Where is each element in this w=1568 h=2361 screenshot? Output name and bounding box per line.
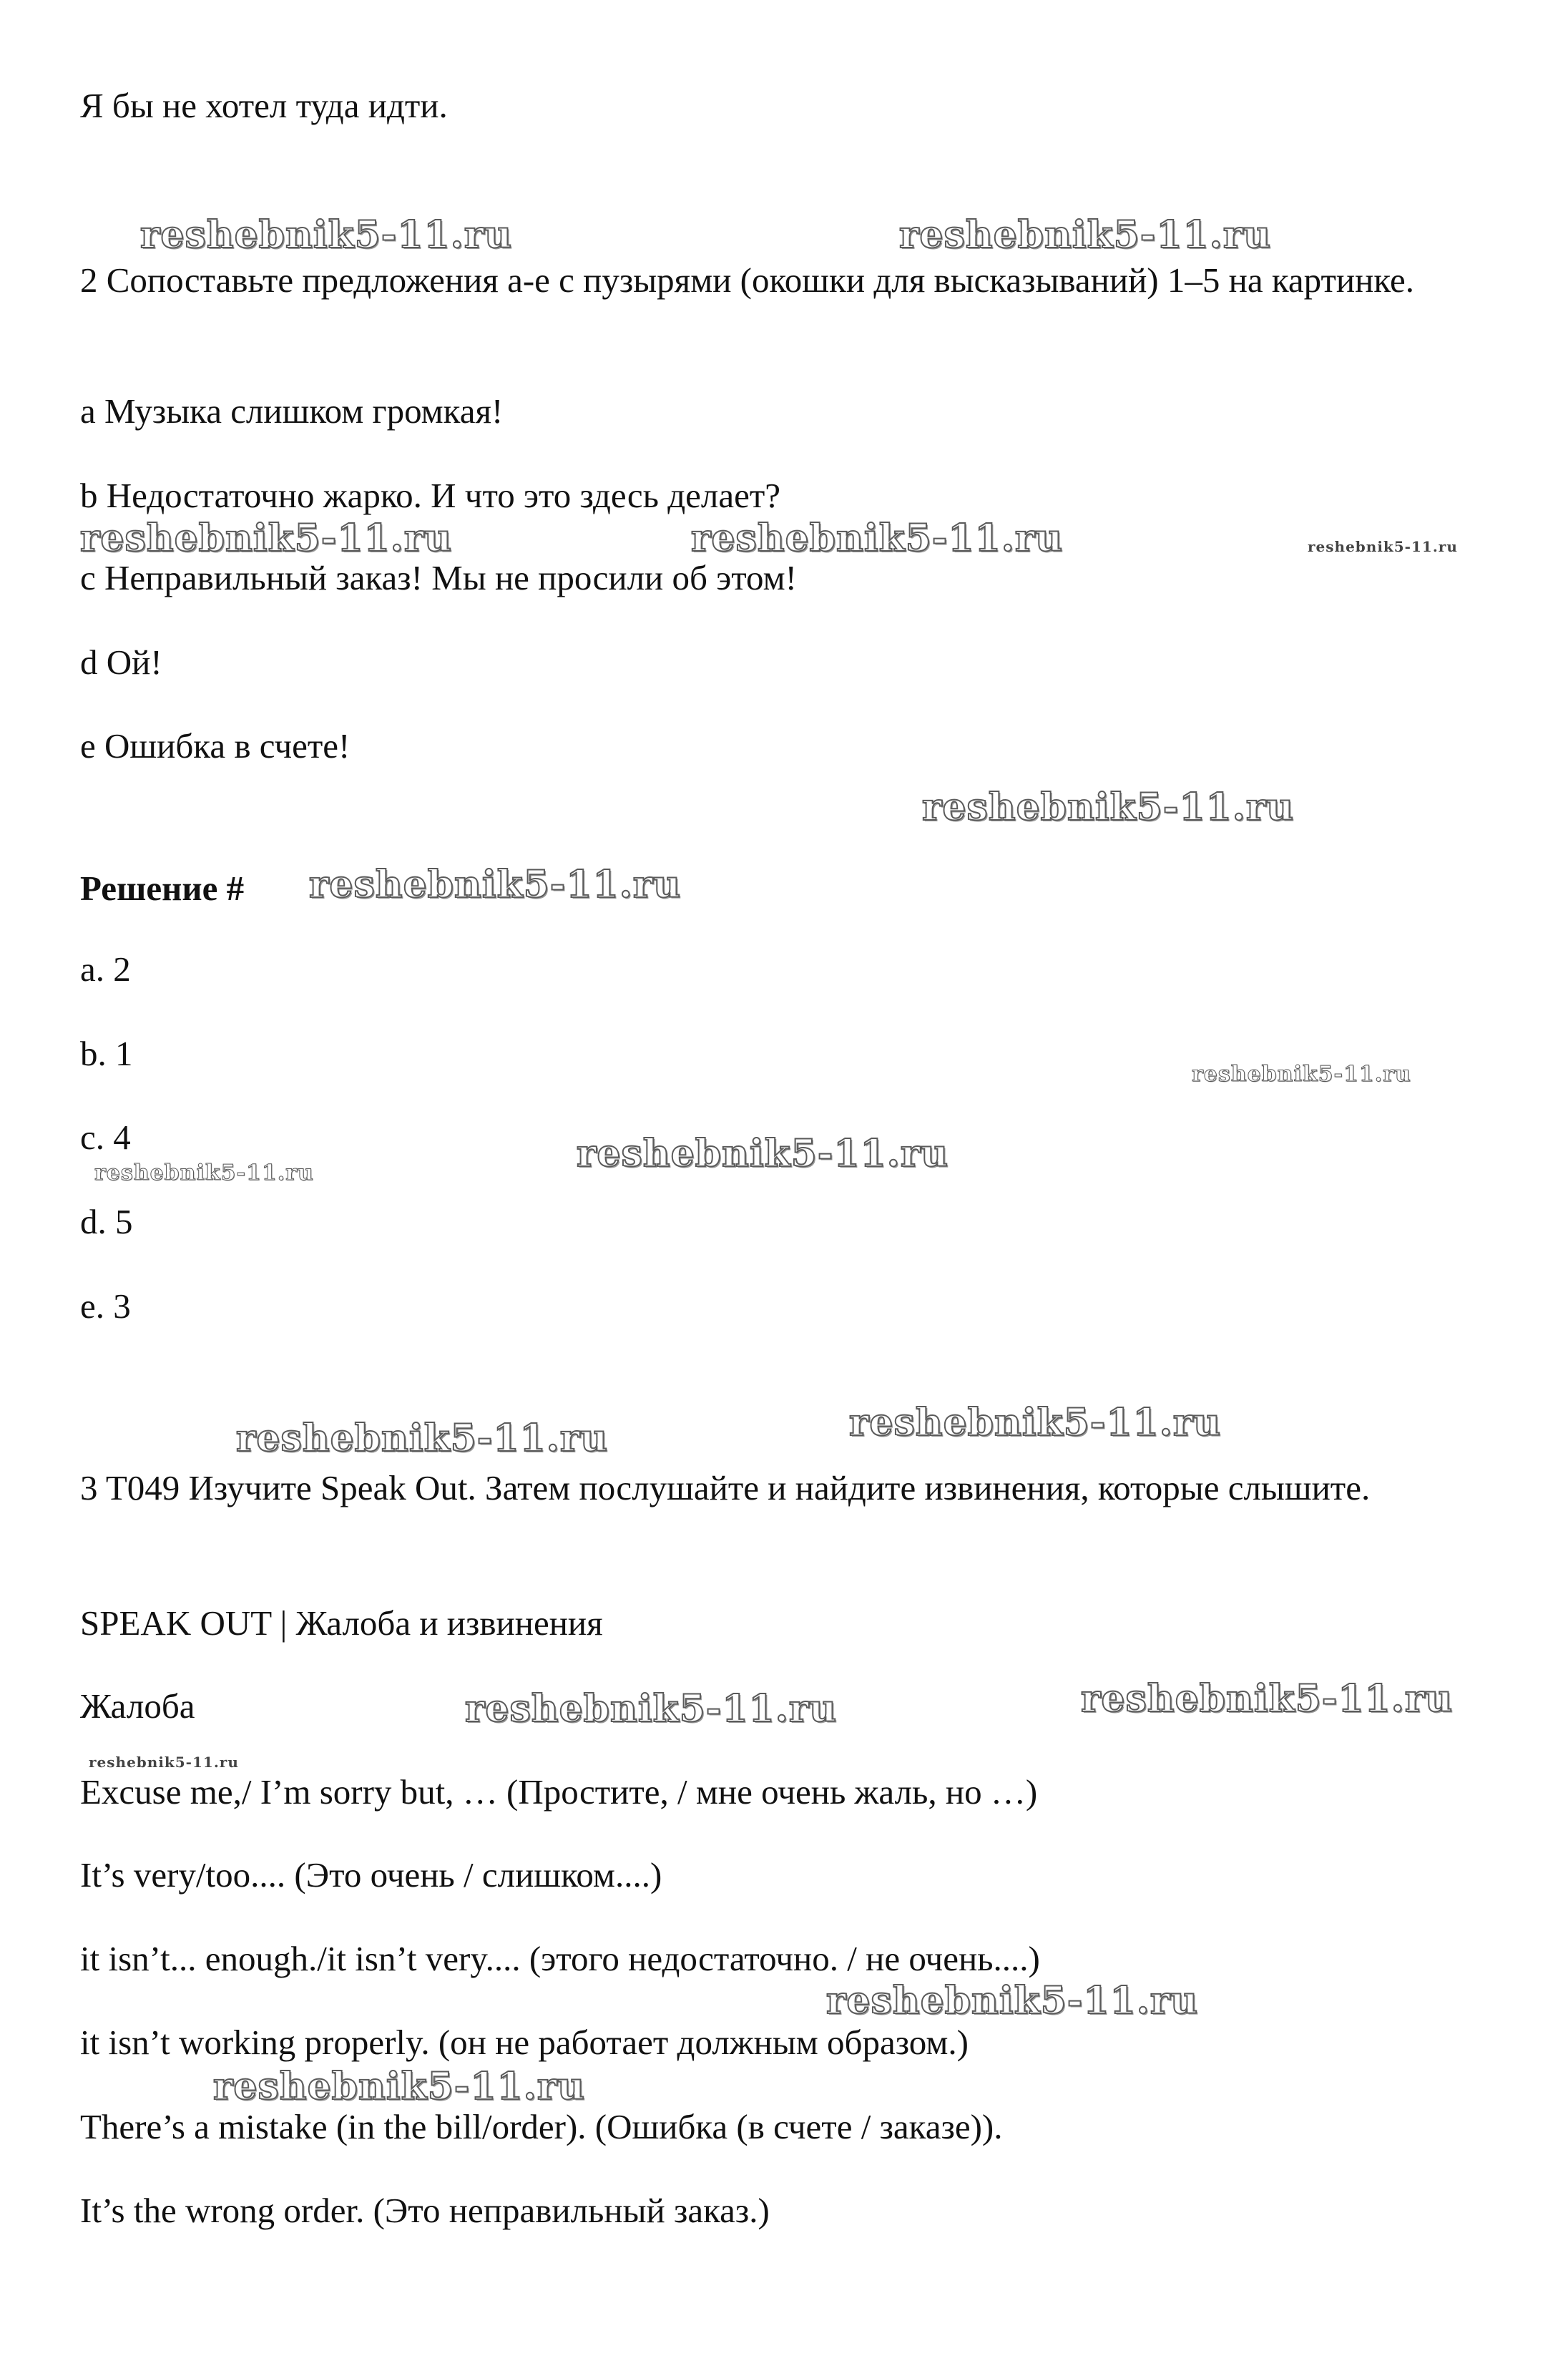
watermark: reshebnik5-11.ru	[140, 213, 513, 257]
phrase-excuse-me: Excuse me,/ I’m sorry but, … (Простите, / мне очень жаль, но …)	[80, 1772, 1038, 1812]
speak-out-heading: SPEAK OUT | Жалоба и извинения	[80, 1603, 603, 1643]
task-2-instruction: 2 Сопоставьте предложения a-e с пузырями (окошки для высказываний) 1–5 на картинке.	[80, 260, 1414, 300]
watermark: reshebnik5-11.ru	[899, 213, 1272, 257]
watermark: reshebnik5-11.ru	[213, 2065, 586, 2108]
phrase-very-too: It’s very/too.... (Это очень / слишком....)	[80, 1855, 662, 1895]
watermark: reshebnik5-11.ru	[826, 1979, 1199, 2023]
watermark: reshebnik5-11.ru	[94, 1160, 314, 1186]
task-3-instruction: 3 T049 Изучите Speak Out. Затем послушайте и найдите извинения, которые слышите.	[80, 1468, 1371, 1507]
watermark: reshebnik5-11.ru	[577, 1132, 949, 1175]
answer-d: d. 5	[80, 1202, 133, 1241]
phrase-not-working: it isn’t working properly. (он не работает должным образом.)	[80, 2023, 969, 2062]
answer-c: c. 4	[80, 1118, 131, 1157]
watermark: reshebnik5-11.ru	[1192, 1062, 1411, 1087]
watermark: reshebnik5-11.ru	[89, 1754, 239, 1771]
phrase-mistake: There’s a mistake (in the bill/order). (Ошибка (в счете / заказе)).	[80, 2107, 1003, 2146]
answer-b: b. 1	[80, 1034, 133, 1073]
sentence-c: c Неправильный заказ! Мы не просили об этом!	[80, 558, 797, 597]
sentence-a: a Музыка слишком громкая!	[80, 391, 504, 431]
watermark: reshebnik5-11.ru	[1308, 538, 1458, 555]
watermark: reshebnik5-11.ru	[465, 1687, 838, 1731]
watermark: reshebnik5-11.ru	[849, 1401, 1222, 1445]
watermark: reshebnik5-11.ru	[1081, 1677, 1454, 1721]
complaint-heading: Жалоба	[80, 1686, 195, 1726]
answer-a: a. 2	[80, 949, 131, 989]
phrase-not-enough: it isn’t... enough./it isn’t very.... (этого недостаточно. / не очень....)	[80, 1939, 1040, 1978]
sentence-e: e Ошибка в счете!	[80, 726, 351, 766]
answer-e: e. 3	[80, 1286, 131, 1326]
watermark: reshebnik5-11.ru	[80, 517, 453, 560]
watermark: reshebnik5-11.ru	[691, 517, 1064, 560]
phrase-wrong-order: It’s the wrong order. (Это неправильный заказ.)	[80, 2191, 770, 2230]
sentence-b: b Недостаточно жарко. И что это здесь делает?	[80, 476, 781, 515]
sentence-d: d Ой!	[80, 642, 162, 682]
watermark: reshebnik5-11.ru	[309, 863, 682, 906]
intro-line: Я бы не хотел туда идти.	[80, 86, 448, 125]
watermark: reshebnik5-11.ru	[236, 1417, 609, 1460]
solution-heading: Решение #	[80, 869, 245, 908]
watermark: reshebnik5-11.ru	[922, 786, 1295, 829]
